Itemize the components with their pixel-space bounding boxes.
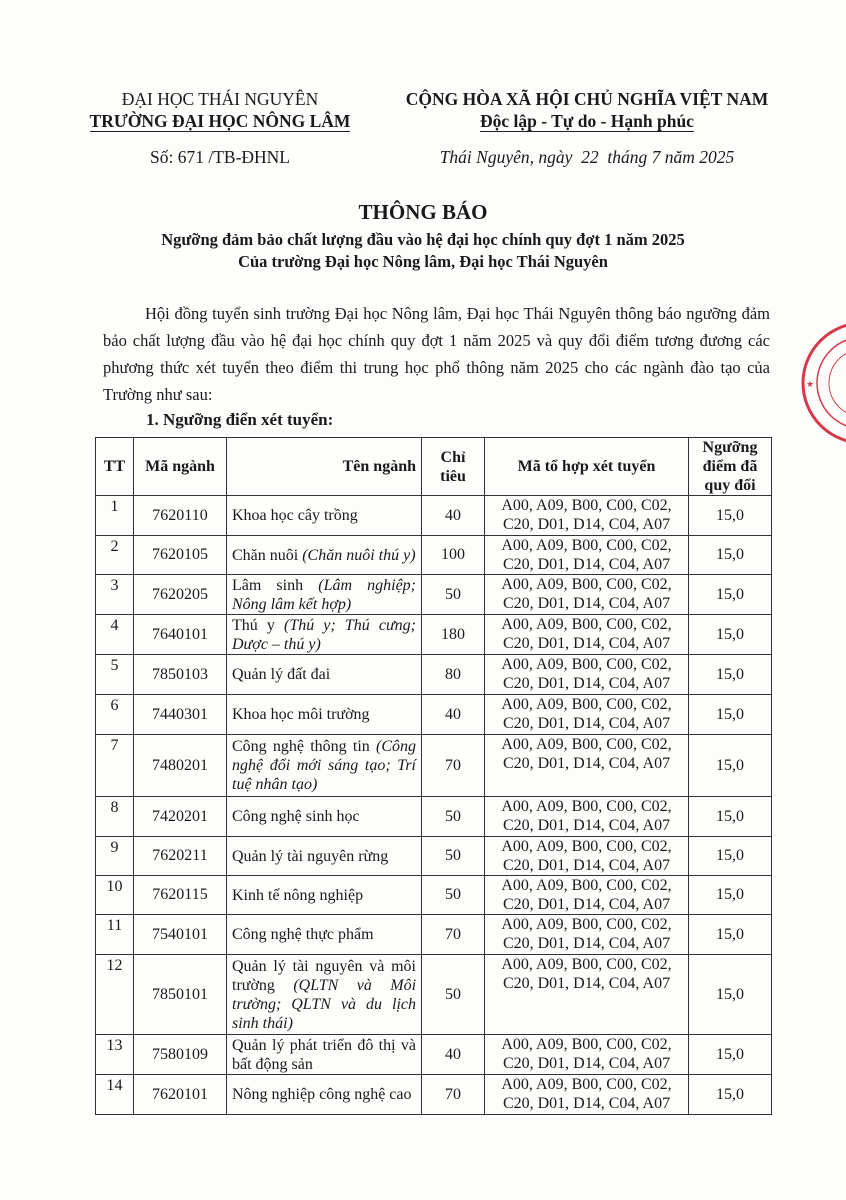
table-row [96, 695, 772, 735]
table-row [96, 496, 772, 536]
place-date: Thái Nguyên, ngày 22 tháng 7 năm 2025 [439, 147, 735, 167]
quota: 100 [422, 536, 485, 575]
major-code: 7620211 [134, 837, 227, 876]
col-header-code: Mã ngành [134, 438, 227, 496]
major-name-cell [227, 915, 422, 955]
threshold-score: 15,0 [689, 575, 772, 615]
major-name-cell [227, 837, 422, 876]
combo-line-2: C20, D01, D14, C04, A07 [502, 935, 671, 952]
major-name: Quản lý đất đai [232, 666, 331, 683]
major-code: 7540101 [134, 915, 227, 955]
major-name: Khoa học môi trường [232, 706, 370, 723]
major-name: Quản lý phát triển đô thị và bất động sản [232, 1036, 416, 1073]
major-name: Thú y [232, 616, 275, 634]
col-header-combos: Mã tổ hợp xét tuyển [485, 438, 689, 496]
table-row [96, 536, 772, 575]
combo-line-1: A00, A09, B00, C00, C02, [501, 497, 672, 514]
combo-line-1: A00, A09, B00, C00, C02, [501, 798, 672, 815]
national-header [372, 88, 802, 168]
document-title: THÔNG BÁO [358, 200, 488, 224]
combo-line-2: C20, D01, D14, C04, A07 [502, 675, 671, 692]
table-row [96, 575, 772, 615]
major-name-cell [227, 536, 422, 575]
major-name: Quản lý tài nguyên và môi trường [232, 957, 416, 994]
combo-line-2: C20, D01, D14, C04, A07 [502, 715, 671, 732]
subject-combinations [485, 575, 689, 615]
document-subtitle [0, 229, 846, 273]
major-code: 7620205 [134, 575, 227, 615]
subtitle-line-1: Ngưỡng đảm bảo chất lượng đầu vào hệ đại học chính quy đợt 1 năm 2025 [161, 230, 685, 249]
threshold-score: 15,0 [689, 695, 772, 735]
major-name: Quản lý tài nguyên rừng [232, 847, 389, 865]
major-name-cell [227, 735, 422, 797]
quota: 180 [422, 615, 485, 655]
subject-combinations [485, 496, 689, 536]
major-name: Chăn nuôi [232, 546, 299, 564]
major-name-cell [227, 575, 422, 615]
threshold-score: 15,0 [689, 496, 772, 536]
col-header-threshold: Ngưỡng điểm đã quy đổi [689, 438, 772, 496]
table-row [96, 915, 772, 955]
threshold-score: 15,0 [689, 536, 772, 575]
table-row [96, 655, 772, 695]
threshold-score: 15,0 [689, 797, 772, 837]
major-code: 7620115 [134, 876, 227, 915]
combo-line-1: A00, A09, B00, C00, C02, [501, 1076, 672, 1093]
country-name: CỘNG HÒA XÃ HỘI CHỦ NGHĨA VIỆT NAM [405, 89, 769, 109]
row-number: 14 [96, 1075, 134, 1115]
organization-name: TRƯỜNG ĐẠI HỌC NÔNG LÂM [89, 111, 351, 131]
row-number: 8 [96, 797, 134, 837]
subject-combinations [485, 915, 689, 955]
table-row [96, 735, 772, 797]
major-name-cell [227, 797, 422, 837]
quota: 70 [422, 1075, 485, 1115]
quota: 80 [422, 655, 485, 695]
quota: 40 [422, 695, 485, 735]
major-code: 7620101 [134, 1075, 227, 1115]
threshold-score: 15,0 [689, 1035, 772, 1075]
table-row [96, 1035, 772, 1075]
major-name: Khoa học cây trồng [232, 507, 358, 524]
threshold-score: 15,0 [689, 837, 772, 876]
major-name: Nông nghiệp công nghệ cao [232, 1086, 412, 1103]
combo-line-2: C20, D01, D14, C04, A07 [502, 896, 671, 913]
threshold-score: 15,0 [689, 1075, 772, 1115]
subject-combinations [485, 615, 689, 655]
row-number: 7 [96, 735, 134, 797]
combo-line-2: C20, D01, D14, C04, A07 [502, 975, 671, 992]
quota: 70 [422, 915, 485, 955]
combo-line-2: C20, D01, D14, C04, A07 [502, 635, 671, 652]
row-number: 5 [96, 655, 134, 695]
subtitle-line-2: Của trường Đại học Nông lâm, Đại học Thái Nguyên [238, 252, 608, 271]
threshold-score: 15,0 [689, 615, 772, 655]
row-number: 12 [96, 955, 134, 1035]
quota: 40 [422, 1035, 485, 1075]
major-code: 7640101 [134, 615, 227, 655]
table-row [96, 1075, 772, 1115]
quota: 50 [422, 575, 485, 615]
combo-line-2: C20, D01, D14, C04, A07 [502, 595, 671, 612]
admission-threshold-table [95, 437, 772, 1115]
combo-line-1: A00, A09, B00, C00, C02, [501, 736, 672, 753]
quota: 40 [422, 496, 485, 536]
col-header-tt: TT [96, 438, 134, 496]
table-row [96, 955, 772, 1035]
intro-paragraph: Hội đồng tuyển sinh trường Đại học Nông lâm, Đại học Thái Nguyên thông báo ngưỡng đảm bảo chất lượng đầu vào hệ đại học chính quy đợt 1 năm 2025 và quy đổi điểm tương đương các phương thức xét tuyển theo điểm thi trung học phổ thông năm 2025 cho các ngành đào tạo của Trường như sau: [103, 304, 770, 404]
major-name-cell [227, 655, 422, 695]
national-motto: Độc lập - Tự do - Hạnh phúc [480, 111, 694, 131]
row-number: 13 [96, 1035, 134, 1075]
major-name: Công nghệ sinh học [232, 808, 360, 825]
combo-line-1: A00, A09, B00, C00, C02, [501, 576, 672, 593]
major-code: 7580109 [134, 1035, 227, 1075]
combo-line-2: C20, D01, D14, C04, A07 [502, 1095, 671, 1112]
combo-line-1: A00, A09, B00, C00, C02, [501, 1036, 672, 1053]
combo-line-2: C20, D01, D14, C04, A07 [502, 1055, 671, 1072]
subject-combinations [485, 536, 689, 575]
row-number: 4 [96, 615, 134, 655]
major-specializations: (Thú y; Thú cưng; Dược – thú y) [232, 616, 416, 653]
major-code: 7850103 [134, 655, 227, 695]
major-name-cell [227, 615, 422, 655]
combo-line-2: C20, D01, D14, C04, A07 [502, 755, 671, 772]
combo-line-1: A00, A09, B00, C00, C02, [501, 956, 672, 973]
table-row [96, 837, 772, 876]
stamp-star-icon: ★ [806, 379, 815, 389]
subject-combinations [485, 837, 689, 876]
table-row [96, 876, 772, 915]
threshold-score: 15,0 [689, 735, 772, 797]
quota: 70 [422, 735, 485, 797]
quota: 50 [422, 955, 485, 1035]
major-specializations: (Lâm nghiệp; Nông lâm kết hợp) [232, 576, 417, 613]
major-code: 7440301 [134, 695, 227, 735]
subject-combinations [485, 876, 689, 915]
subject-combinations [485, 955, 689, 1035]
combo-line-2: C20, D01, D14, C04, A07 [502, 857, 671, 874]
major-name-cell [227, 496, 422, 536]
subject-combinations [485, 1075, 689, 1115]
col-header-name: Tên ngành [227, 438, 422, 496]
major-specializations: (QLTN và Môi trường; QLTN và du lịch sinh thái) [232, 976, 417, 1032]
col-header-quota: Chỉ tiêu [422, 438, 485, 496]
major-specializations: (Công nghệ đổi mới sáng tạo; Trí tuệ nhân tạo) [232, 738, 417, 793]
document-number: Số: 671 /TB-ĐHNL [150, 147, 290, 167]
section-heading: 1. Ngưỡng điển xét tuyển: [146, 410, 334, 429]
major-name: Công nghệ thông tin [232, 738, 370, 755]
major-name: Kinh tế nông nghiệp [232, 886, 364, 904]
row-number: 2 [96, 536, 134, 575]
row-number: 9 [96, 837, 134, 876]
combo-line-2: C20, D01, D14, C04, A07 [502, 817, 671, 834]
issuer-block [60, 88, 380, 168]
row-number: 11 [96, 915, 134, 955]
quota: 50 [422, 876, 485, 915]
stamp-center-ring [829, 349, 846, 417]
table-row [96, 615, 772, 655]
table-row [96, 797, 772, 837]
combo-line-1: A00, A09, B00, C00, C02, [501, 838, 672, 855]
combo-line-2: C20, D01, D14, C04, A07 [502, 556, 671, 573]
quota: 50 [422, 797, 485, 837]
row-number: 3 [96, 575, 134, 615]
parent-organization: ĐẠI HỌC THÁI NGUYÊN [121, 89, 319, 109]
major-specializations: (Chăn nuôi thú y) [302, 546, 416, 564]
major-code: 7620110 [134, 496, 227, 536]
threshold-score: 15,0 [689, 955, 772, 1035]
threshold-score: 15,0 [689, 655, 772, 695]
combo-line-1: A00, A09, B00, C00, C02, [501, 877, 672, 894]
subject-combinations [485, 735, 689, 797]
major-code: 7480201 [134, 735, 227, 797]
subject-combinations [485, 695, 689, 735]
threshold-score: 15,0 [689, 915, 772, 955]
major-name-cell [227, 955, 422, 1035]
row-number: 1 [96, 496, 134, 536]
quota: 50 [422, 837, 485, 876]
subject-combinations [485, 797, 689, 837]
major-name-cell [227, 876, 422, 915]
major-name-cell [227, 1075, 422, 1115]
major-name-cell [227, 695, 422, 735]
major-name: Công nghệ thực phẩm [232, 926, 374, 943]
row-number: 6 [96, 695, 134, 735]
subject-combinations [485, 655, 689, 695]
stamp-inner-ring [817, 337, 846, 429]
combo-line-1: A00, A09, B00, C00, C02, [501, 916, 672, 933]
official-stamp [800, 320, 846, 446]
combo-line-2: C20, D01, D14, C04, A07 [502, 516, 671, 533]
major-name-cell [227, 1035, 422, 1075]
row-number: 10 [96, 876, 134, 915]
combo-line-1: A00, A09, B00, C00, C02, [501, 537, 672, 554]
table-header-row [96, 438, 772, 496]
major-code: 7850101 [134, 955, 227, 1035]
combo-line-1: A00, A09, B00, C00, C02, [501, 696, 672, 713]
major-code: 7620105 [134, 536, 227, 575]
combo-line-1: A00, A09, B00, C00, C02, [501, 656, 672, 673]
major-code: 7420201 [134, 797, 227, 837]
subject-combinations [485, 1035, 689, 1075]
combo-line-1: A00, A09, B00, C00, C02, [501, 616, 672, 633]
major-name: Lâm sinh [232, 576, 304, 594]
threshold-score: 15,0 [689, 876, 772, 915]
